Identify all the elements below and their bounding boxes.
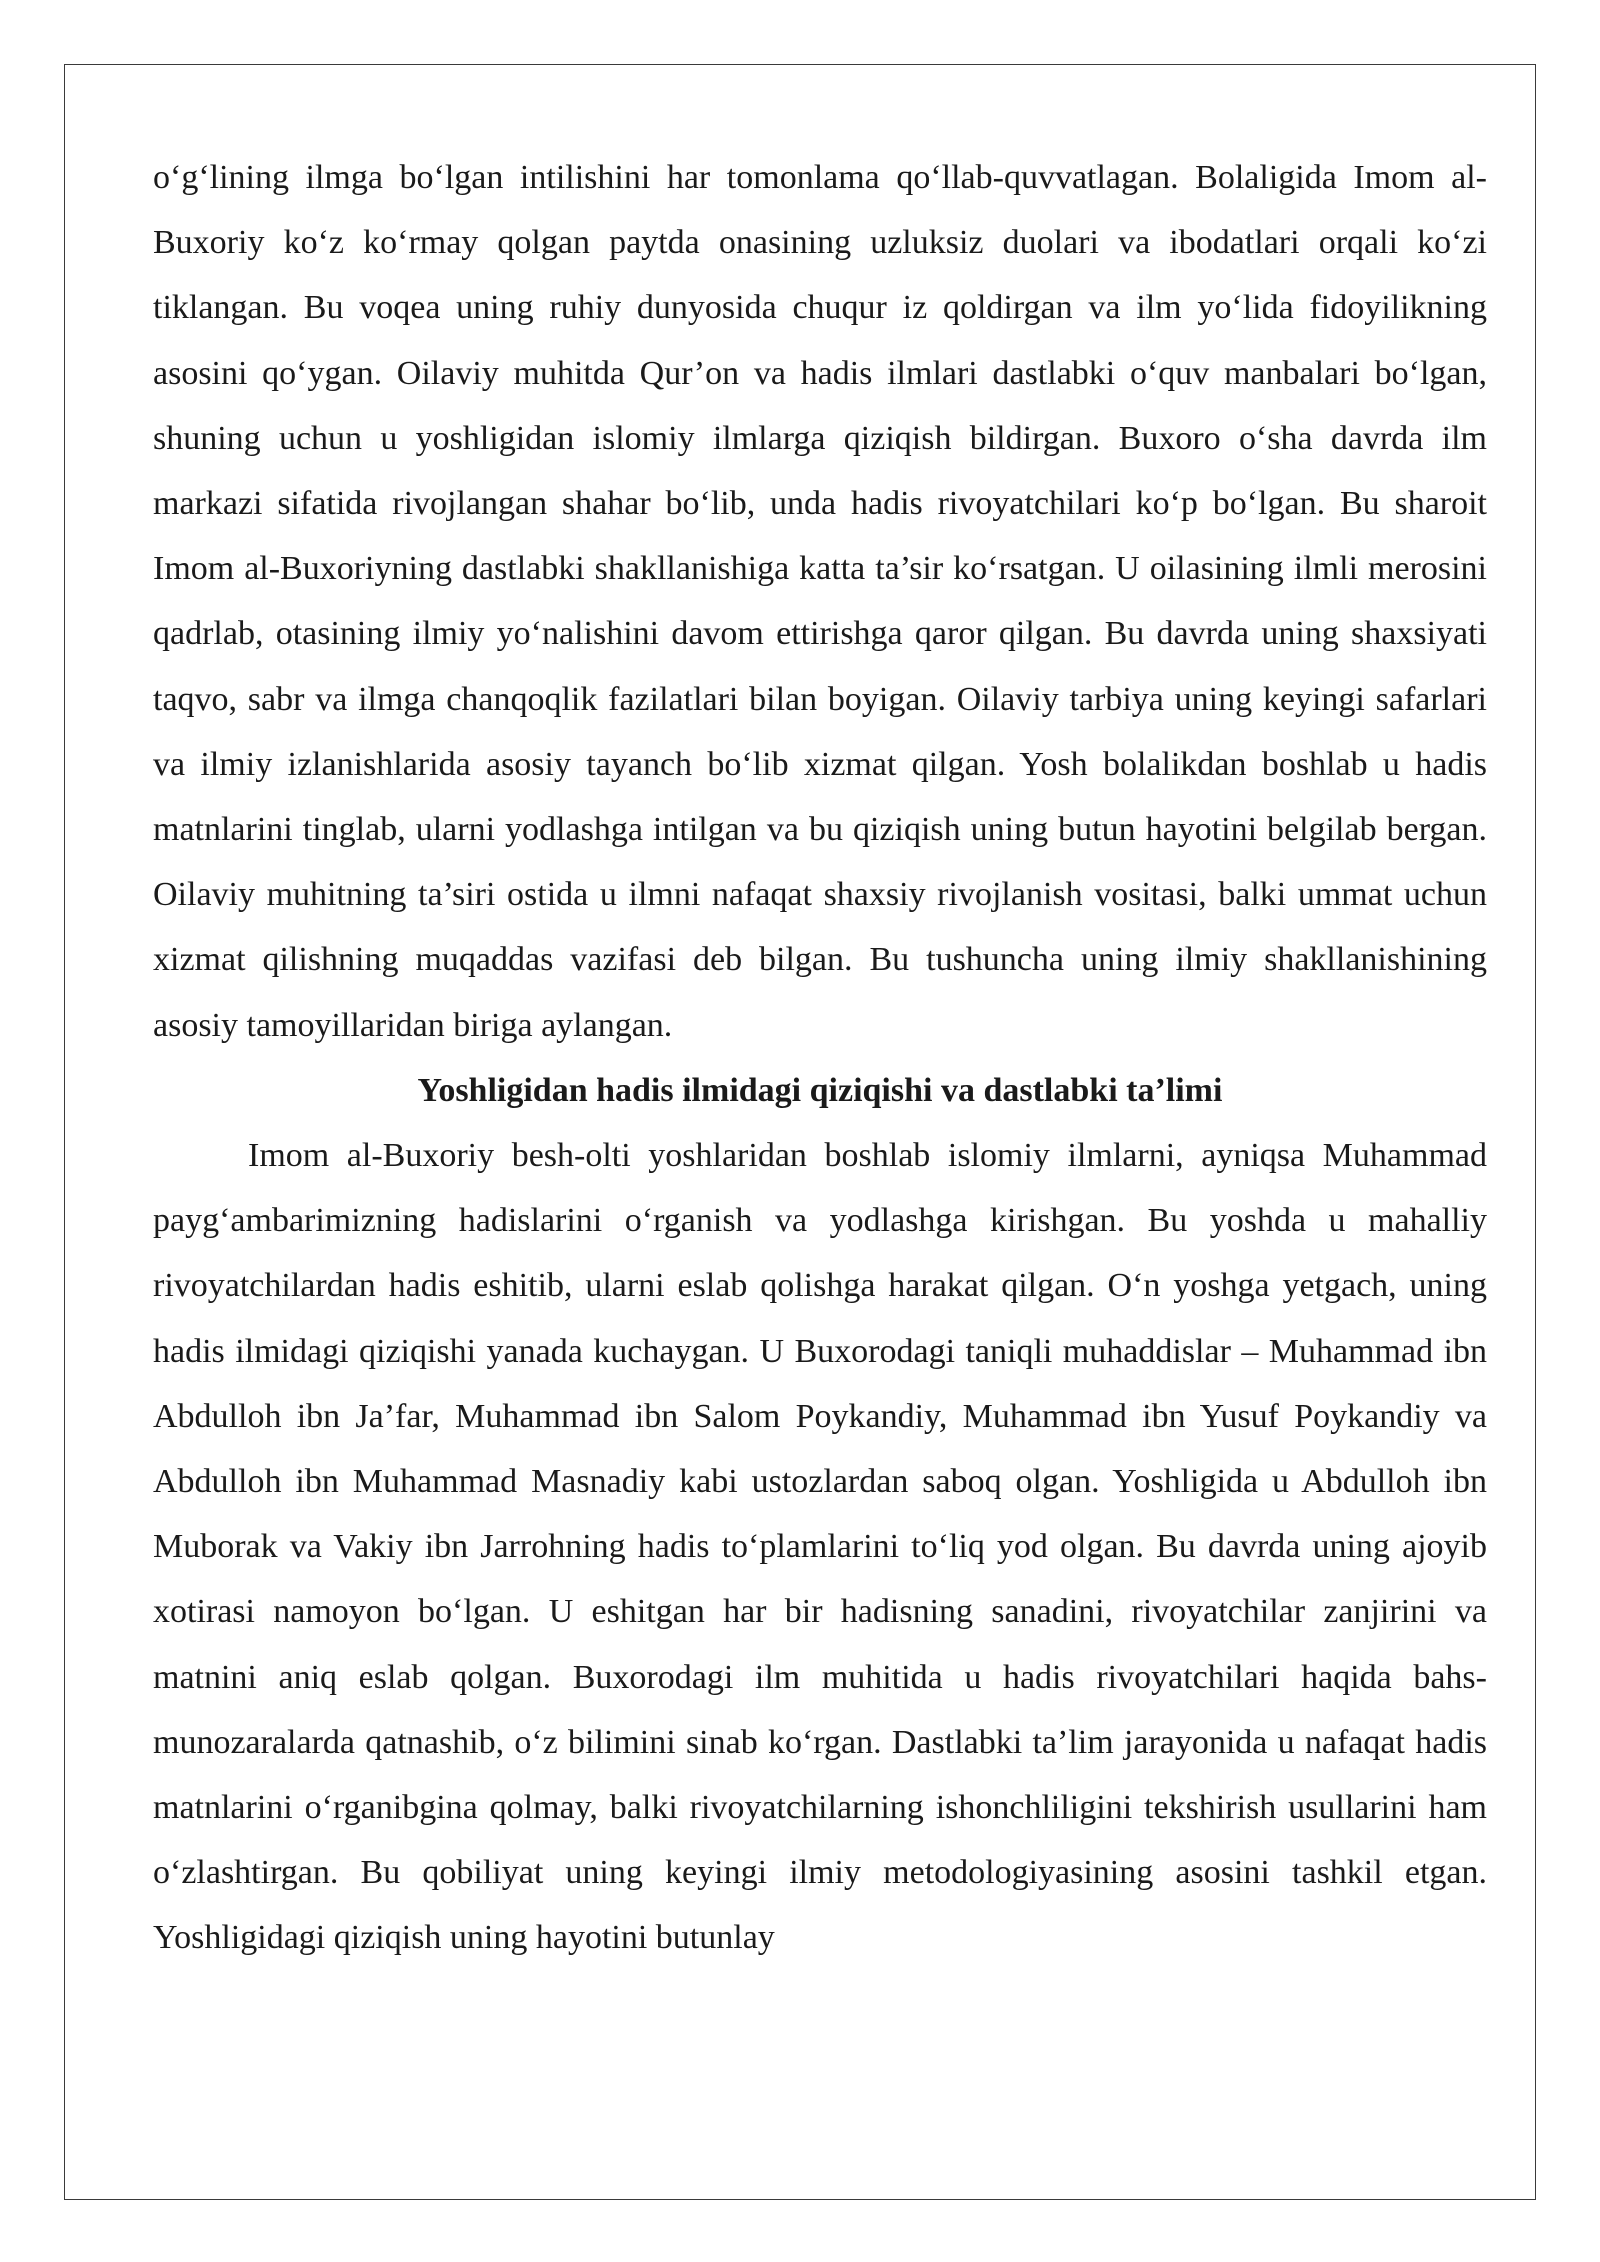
document-body [153,145,1487,1971]
paragraph-early-education: Imom al-Buxoriy besh-olti yoshlaridan boshlab islomiy ilmlarni, ayniqsa Muhammad payg‘ambarimizning hadislarini o‘rganish va yodlashga kirishgan. Bu yoshda u mahalliy rivoyatchilardan hadis eshitib, ularni eslab qolishga harakat qilgan. O‘n yoshga yetgach, uning hadis ilmidagi qiziqishi yanada kuchaygan. U Buxorodagi taniqli muhaddislar – Muhammad ibn Abdulloh ibn Ja’far, Muhammad ibn Salom Poykandiy, Muhammad ibn Yusuf Poykandiy va Abdulloh ibn Muhammad Masnadiy kabi ustozlardan saboq olgan. Yoshligida u Abdulloh ibn Muborak va Vakiy ibn Jarrohning hadis to‘plamlarini to‘liq yod olgan. Bu davrda uning ajoyib xotirasi namoyon bo‘lgan. U eshitgan har bir hadisning sanadini, rivoyatchilar zanjirini va matnini aniq eslab qolgan. Buxorodagi ilm muhitida u hadis rivoyatchilari haqida bahs-munozaralarda qatnashib, o‘z bilimini sinab ko‘rgan. Dastlabki ta’lim jarayonida u nafaqat hadis matnlarini o‘rganibgina qolmay, balki rivoyatchilarning ishonchliligini tekshirish usullarini ham o‘zlashtirgan. Bu qobiliyat uning keyingi ilmiy metodologiyasining asosini tashkil etgan. Yoshligidagi qiziqish uning hayotini butunlay [153,1137,1487,1957]
paragraph-family-upbringing: o‘g‘lining ilmga bo‘lgan intilishini har tomonlama qo‘llab-quvvatlagan. Bolaligida Imom al-Buxoriy ko‘z ko‘rmay qolgan paytda onasining uzluksiz duolari va ibodatlari orqali ko‘zi tiklangan. Bu voqea uning ruhiy dunyosida chuqur iz qoldirgan va ilm yo‘lida fidoyilikning asosini qo‘ygan. Oilaviy muhitda Qur’on va hadis ilmlari dastlabki o‘quv manbalari bo‘lgan, shuning uchun u yoshligidan islomiy ilmlarga qiziqish bildirgan. Buxoro o‘sha davrda ilm markazi sifatida rivojlangan shahar bo‘lib, unda hadis rivoyatchilari ko‘p bo‘lgan. Bu sharoit Imom al-Buxoriyning dastlabki shakllanishiga katta ta’sir ko‘rsatgan. U oilasining ilmli merosini qadrlab, otasining ilmiy yo‘nalishini davom ettirishga qaror qilgan. Bu davrda uning shaxsiyati taqvo, sabr va ilmga chanqoqlik fazilatlari bilan boyigan. Oilaviy tarbiya uning keyingi safarlari va ilmiy izlanishlarida asosiy tayanch bo‘lib xizmat qilgan. Yosh bolalikdan boshlab u hadis matnlarini tinglab, ularni yodlashga intilgan va bu qiziqish uning butun hayotini belgilab bergan. Oilaviy muhitning ta’siri ostida u ilmni nafaqat shaxsiy rivojlanish vositasi, balki ummat uchun xizmat qilishning muqaddas vazifasi deb bilgan. Bu tushuncha uning ilmiy shakllanishining asosiy tamoyillaridan biriga aylangan. [153,159,1487,1044]
section-heading: Yoshligidan hadis ilmidagi qiziqishi va dastlabki ta’limi [417,1071,1223,1109]
